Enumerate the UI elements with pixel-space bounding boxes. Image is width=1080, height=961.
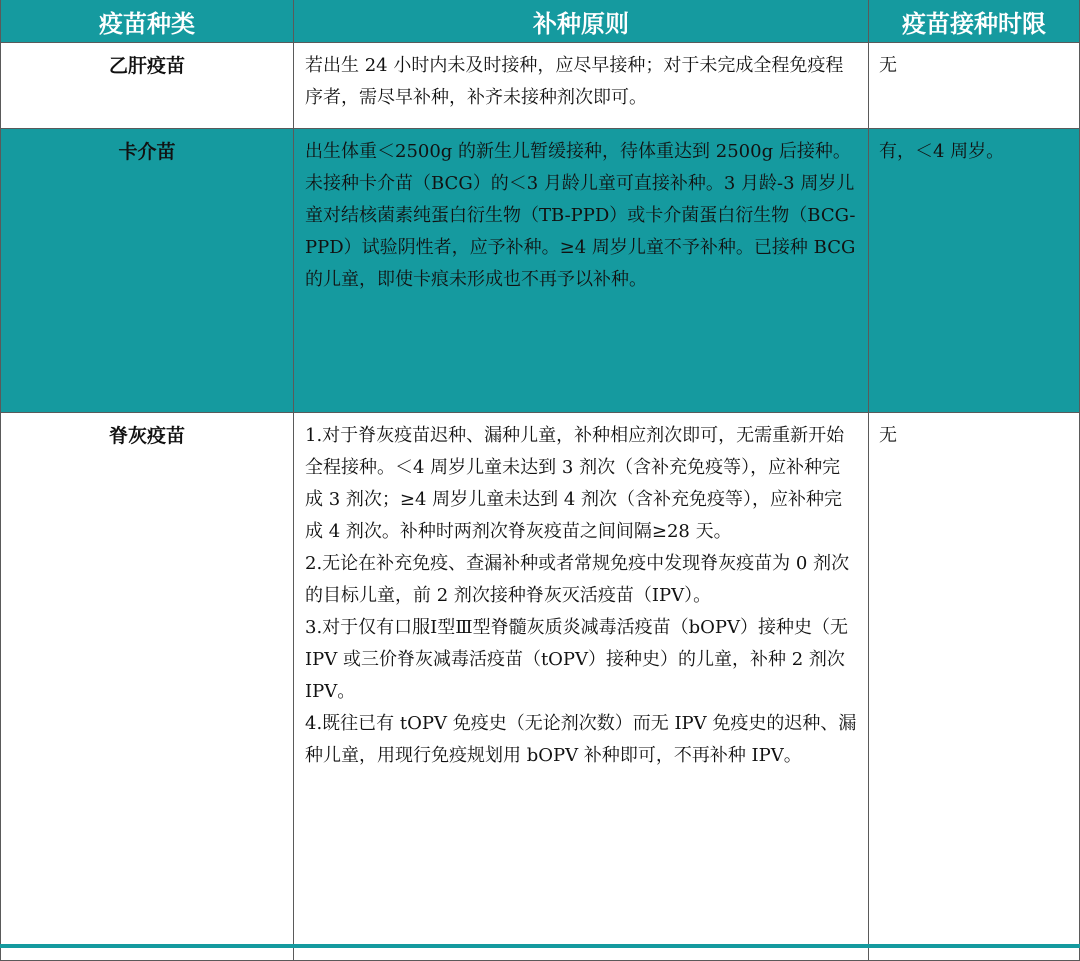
header-catch-up-rule: 补种原则 bbox=[294, 0, 869, 43]
table-row-polio bbox=[1, 413, 1080, 961]
vaccine-name-cell: 卡介苗 bbox=[1, 129, 294, 413]
rule-paragraph: 4.既往已有 tOPV 免疫史（无论剂次数）而无 IPV 免疫史的迟种、漏种儿童，用现行免疫规划用 bOPV 补种即可，不再补种 IPV。 bbox=[305, 713, 857, 766]
rule-paragraph: 2.无论在补充免疫、查漏补种或者常规免疫中发现脊灰疫苗为 0 剂次的目标儿童，前 2 剂次接种脊灰灭活疫苗（IPV）。 bbox=[305, 553, 850, 606]
time-limit-cell: 无 bbox=[869, 413, 1080, 961]
time-limit-cell: 有，＜4 周岁。 bbox=[869, 129, 1080, 413]
vaccine-name-cell: 脊灰疫苗 bbox=[1, 413, 294, 961]
rule-paragraph: 3.对于仅有口服Ⅰ型Ⅲ型脊髓灰质炎减毒活疫苗（bOPV）接种史（无 IPV 或三价脊灰减毒活疫苗（tOPV）接种史）的儿童，补种 2 剂次 IPV。 bbox=[305, 617, 849, 702]
catch-up-rule-cell bbox=[294, 43, 869, 129]
header-time-limit: 疫苗接种时限 bbox=[869, 0, 1080, 43]
header-row bbox=[1, 0, 1080, 43]
time-limit-cell: 无 bbox=[869, 43, 1080, 129]
catch-up-rule-cell bbox=[294, 129, 869, 413]
table-row-bcg bbox=[1, 129, 1080, 413]
rule-paragraph: 出生体重＜2500g 的新生儿暂缓接种，待体重达到 2500g 后接种。 bbox=[305, 141, 851, 162]
rule-paragraph: 1.对于脊灰疫苗迟种、漏种儿童，补种相应剂次即可，无需重新开始全程接种。＜4 周岁儿童未达到 3 剂次（含补充免疫等），应补种完成 3 剂次；≥4 周岁儿童未达到 4 剂次（含补充免疫等），应补种完成 4 剂次。补种时两剂次脊灰疫苗之间间隔≥28 天。 bbox=[305, 425, 845, 542]
vaccine-name-cell: 乙肝疫苗 bbox=[1, 43, 294, 129]
header-vaccine-type: 疫苗种类 bbox=[1, 0, 294, 43]
next-row-teal-strip bbox=[0, 944, 1080, 948]
rule-paragraph: 若出生 24 小时内未及时接种，应尽早接种；对于未完成全程免疫程序者，需尽早补种，补齐未接种剂次即可。 bbox=[305, 55, 844, 108]
rule-paragraph: 未接种卡介苗（BCG）的＜3 月龄儿童可直接补种。3 月龄-3 周岁儿童对结核菌素纯蛋白衍生物（TB-PPD）或卡介菌蛋白衍生物（BCG-PPD）试验阴性者，应予补种。≥4 周岁儿童不予补种。已接种 BCG 的儿童，即使卡痕未形成也不再予以补种。 bbox=[305, 173, 856, 290]
catch-up-rule-cell bbox=[294, 413, 869, 961]
table-row-hepatitis-b bbox=[1, 43, 1080, 129]
